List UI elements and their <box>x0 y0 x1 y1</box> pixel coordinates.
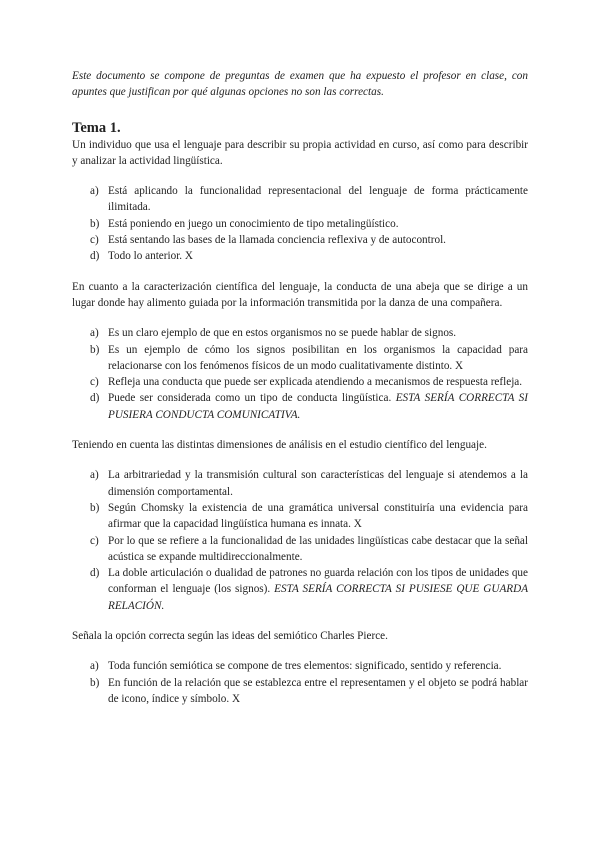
question-1-text: Un individuo que usa el lenguaje para describir su propia actividad en curso, así como para describir y analizar la actividad lingüística. <box>72 138 528 167</box>
option-letter: b) <box>90 217 100 230</box>
question-3-options <box>72 467 528 614</box>
option-text: Es un claro ejemplo de que en estos organismos no se puede hablar de signos. <box>108 327 457 340</box>
section-title: Tema 1. <box>72 119 121 136</box>
option-text: Puede ser considerada como un tipo de conducta lingüística. <box>108 392 392 405</box>
option-text: La doble articulación o dualidad de patrones no guarda relación con los tipos de unidades que conforman el lenguaje (los signos). <box>108 567 528 596</box>
option-letter: c) <box>90 234 99 247</box>
question-2-option-c <box>72 374 528 390</box>
option-letter: b) <box>90 676 100 689</box>
option-letter: c) <box>90 534 99 547</box>
option-note: ESTA SERÍA CORRECTA SI PUSIERA CONDUCTA COMUNICATIVA. <box>108 392 528 421</box>
question-2-option-d <box>72 390 528 423</box>
option-letter: a) <box>90 660 99 673</box>
question-2-option-b <box>72 342 528 375</box>
question-3-option-b <box>72 500 528 533</box>
option-letter: a) <box>90 327 99 340</box>
question-4-options <box>72 658 528 707</box>
option-text: Está aplicando la funcionalidad representacional del lenguaje de forma prácticamente ilimitada. <box>108 185 528 214</box>
option-text: Refleja una conducta que puede ser explicada atendiendo a mecanismos de respuesta refleja. <box>108 376 523 389</box>
question-3-text: Teniendo en cuenta las distintas dimensiones de análisis en el estudio científico del lenguaje. <box>72 439 487 452</box>
question-3-option-d <box>72 565 528 614</box>
question-2-options <box>72 325 528 423</box>
option-note: ESTA SERÍA CORRECTA SI PUSIESE QUE GUARDA RELACIÓN. <box>108 583 529 612</box>
question-2-text: En cuanto a la caracterización científica del lenguaje, la conducta de una abeja que se dirige a un lugar donde hay alimento guiada por la información transmitida por la danza de una compañera. <box>72 280 528 309</box>
option-letter: d) <box>90 567 100 580</box>
question-1-option-b <box>72 216 528 232</box>
option-letter: c) <box>90 376 99 389</box>
question-1-option-a <box>72 183 528 216</box>
question-2-option-a <box>72 325 528 341</box>
intro-paragraph: Este documento se compone de preguntas de examen que ha expuesto el profesor en clase, con apuntes que justifican por qué algunas opciones no son las correctas. <box>72 70 528 99</box>
option-letter: b) <box>90 343 100 356</box>
document-page <box>72 68 528 721</box>
question-1-option-c <box>72 232 528 248</box>
option-letter: d) <box>90 392 100 405</box>
question-4-option-a <box>72 658 528 674</box>
question-4-text: Señala la opción correcta según las ideas del semiótico Charles Pierce. <box>72 630 388 643</box>
option-text: Todo lo anterior. X <box>108 250 193 263</box>
option-text: Es un ejemplo de cómo los signos posibilitan en los organismos la capacidad para relacionarse con los fenómenos físicos de un modo cualitativamente distinto. X <box>108 343 528 372</box>
question-4-option-b <box>72 675 528 708</box>
option-letter: b) <box>90 501 100 514</box>
option-text: Está poniendo en juego un conocimiento de tipo metalingüístico. <box>108 217 399 230</box>
option-text: La arbitrariedad y la transmisión cultural son características del lenguaje si atendemos a la dimensión comportamental. <box>108 469 528 498</box>
question-1-options <box>72 183 528 264</box>
question-3-option-a <box>72 467 528 500</box>
option-letter: d) <box>90 250 100 263</box>
option-text: Por lo que se refiere a la funcionalidad de las unidades lingüísticas cabe destacar que la señal acústica se expande multidireccionalmente. <box>108 534 528 563</box>
option-text: Según Chomsky la existencia de una gramática universal constituiría una evidencia para afirmar que la capacidad lingüística humana es innata. X <box>108 501 528 531</box>
option-letter: a) <box>90 469 99 482</box>
option-text: En función de la relación que se establezca entre el representamen y el objeto se podrá hablar de icono, índice y símbolo. X <box>108 676 528 705</box>
option-text: Toda función semiótica se compone de tres elementos: significado, sentido y referencia. <box>108 660 502 673</box>
option-text: Está sentando las bases de la llamada conciencia reflexiva y de autocontrol. <box>108 234 446 247</box>
question-1-option-d <box>72 248 528 264</box>
question-3-option-c <box>72 533 528 566</box>
option-letter: a) <box>90 185 99 198</box>
